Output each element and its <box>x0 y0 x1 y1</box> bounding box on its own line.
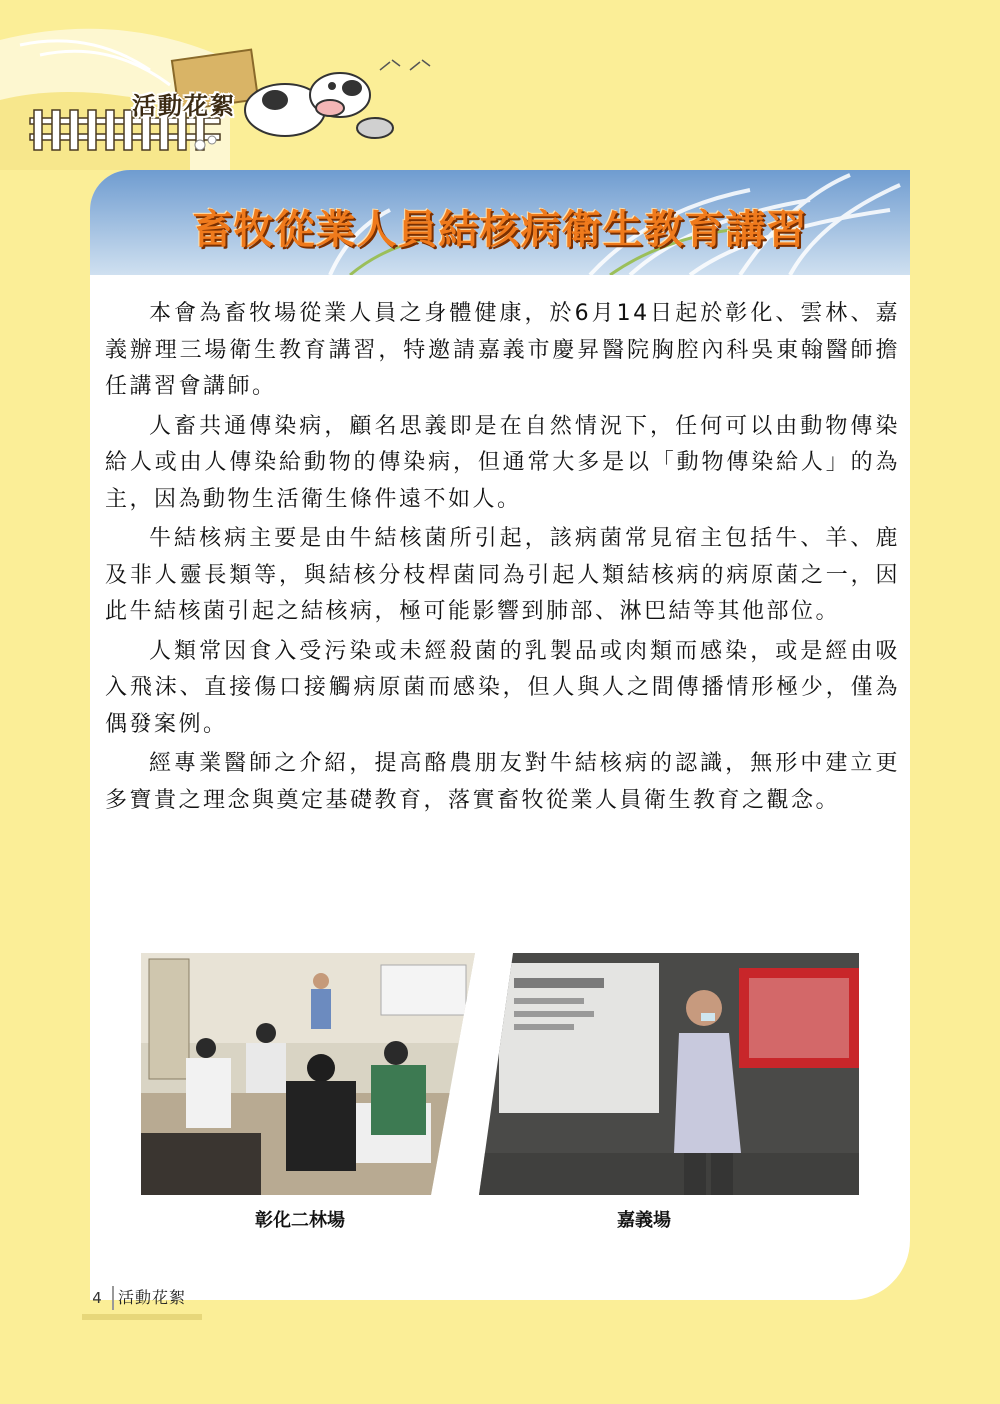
section-label: 活動花絮 <box>132 92 236 120</box>
photo-caption: 嘉義場 <box>617 1210 671 1231</box>
paragraph: 經專業醫師之介紹，提高酪農朋友對牛結核病的認識，無形中建立更多寶貴之理念與奠定基礎教育，落實畜牧從業人員衛生教育之觀念。 <box>105 751 900 813</box>
photo-caption: 彰化二林場 <box>255 1210 345 1231</box>
cow-illustration <box>245 73 393 138</box>
header-illustration <box>0 0 460 170</box>
paragraph: 牛結核病主要是由牛結核菌所引起，該病菌常見宿主包括牛、羊、鹿及非人靈長類等，與結核分枝桿菌同為引起人類結核病的病原菌之一，因此牛結核菌引起之結核病，極可能影響到肺部、淋巴結等其他部位。 <box>105 526 900 624</box>
paragraph: 人類常因食入受污染或未經殺菌的乳製品或肉類而感染，或是經由吸入飛沫、直接傷口接觸病原菌而感染，但人與人之間傳播情形極少，僅為偶發案例。 <box>105 638 900 737</box>
footer-decoration <box>82 1314 202 1320</box>
page-number: 4 <box>82 1286 114 1310</box>
footer-section-label: 活動花絮 <box>118 1288 187 1307</box>
photo-changhua <box>141 953 475 1195</box>
photo-chiayi <box>479 953 859 1195</box>
article-body <box>105 296 900 822</box>
dragonfly-icon <box>380 60 400 70</box>
article-title: 畜牧從業人員結核病衛生教育講習 <box>192 207 808 253</box>
paragraph: 人畜共通傳染病，顧名思義即是在自然情況下，任何可以由動物傳染給人或由人傳染給動物的傳染病，但通常大多是以「動物傳染給人」的為主，因為動物生活衛生條件遠不如人。 <box>105 413 900 512</box>
paragraph: 本會為畜牧場從業人員之身體健康，於6月14日起於彰化、雲林、嘉義辦理三場衛生教育講習，特邀請嘉義市慶昇醫院胸腔內科吳東翰醫師擔任講習會講師。 <box>105 301 900 399</box>
